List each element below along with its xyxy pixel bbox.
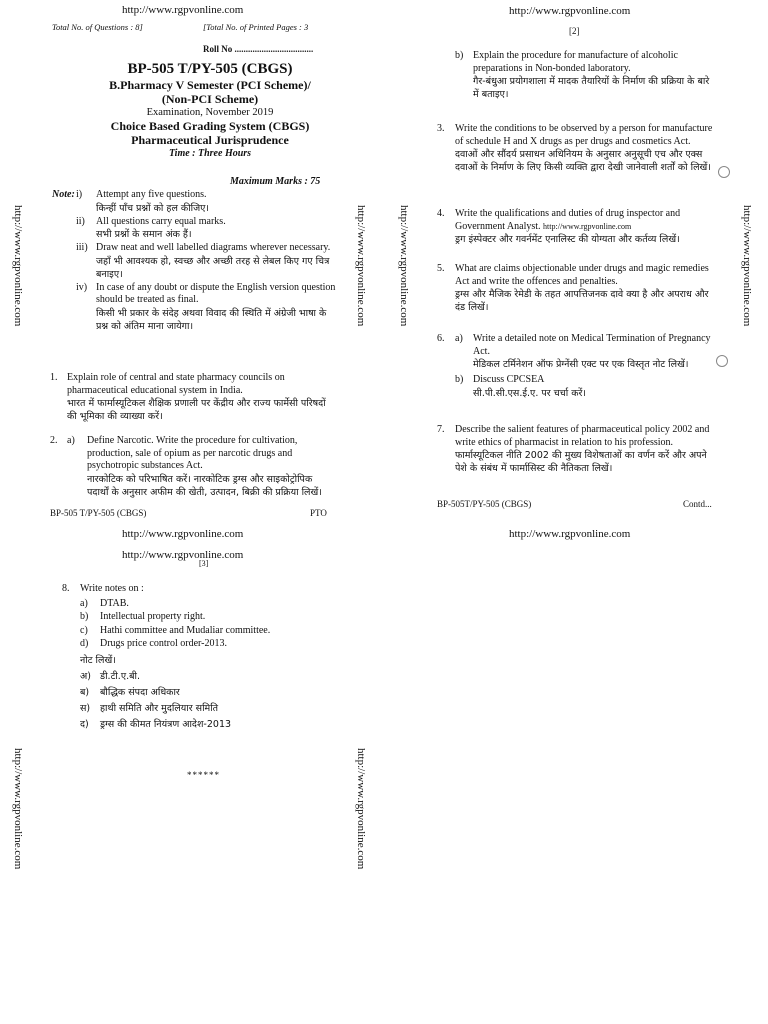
exam-session: Examination, November 2019: [146, 107, 274, 118]
note-item-en: [80, 625, 342, 638]
note-item: [76, 216, 336, 242]
question-number: 5.: [437, 263, 445, 274]
note-item: [76, 189, 336, 215]
item-key: d): [80, 638, 89, 649]
page2-header-url: http://www.rgpvonline.com: [509, 5, 631, 17]
question-number: 2.: [50, 435, 58, 446]
question-3: [437, 123, 717, 174]
question-title-hi: नोट लिखें।: [80, 654, 116, 666]
page1-footer-pto: PTO: [310, 508, 327, 518]
question-2b: [455, 50, 717, 101]
question-en: Discuss CPCSEA: [473, 374, 545, 385]
note-hi: सभी प्रश्नों के समान अंक हैं।: [96, 229, 192, 240]
note-num: iii): [76, 242, 88, 253]
note-en: Draw neat and well labelled diagrams wherever necessary.: [96, 242, 331, 253]
question-hi: मेडिकल टर्मिनेशन ऑफ प्रेग्नेंसी एक्ट पर एक विस्तृत नोट लिखें।: [473, 359, 689, 370]
note-en: All questions carry equal marks.: [96, 215, 226, 227]
roll-no: Roll No ...................................: [203, 44, 314, 54]
note-label: Note:: [52, 189, 75, 200]
question-sub: b): [455, 50, 464, 61]
question-hi: सी.पी.सी.एस.ई.ए. पर चर्चा करें।: [473, 387, 586, 399]
end-mark: ******: [187, 770, 220, 780]
question-en: Write a detailed note on Medical Termination of Pregnancy Act.: [473, 333, 711, 357]
question-number: 8.: [62, 583, 70, 594]
question-sub: b): [455, 374, 464, 385]
note-hi: किन्हीं पाँच प्रश्नों को हल कीजिए।: [96, 202, 210, 214]
question-sub: a): [455, 333, 463, 344]
question-5: [437, 263, 717, 314]
question-1: [50, 372, 335, 423]
question-en: Explain the procedure for manufacture of alcoholic preparations in Non-bonded laboratory.: [473, 50, 678, 74]
question-en: Describe the salient features of pharmaceutical policy 2002 and write ethics of pharmacist in relation to his profession.: [455, 424, 710, 448]
program-scheme: (Non-PCI Scheme): [161, 92, 259, 106]
program: B.Pharmacy V Semester (PCI Scheme)/: [109, 78, 311, 92]
item-value: Hathi committee and Mudaliar committee.: [100, 624, 271, 636]
vertical-watermark: http://www.rgpvonline.com: [741, 205, 753, 327]
time-allowed: Time : Three Hours: [168, 148, 252, 159]
question-en: Write the conditions to be observed by a person for manufacture of schedule H and X drugs as per drugs and cosmetics Act.: [455, 123, 713, 147]
note-hi: किसी भी प्रकार के संदेह अथवा विवाद की स्थिति में अंग्रेजी भाषा के प्रश्न को अंतिम माना जायेगा।: [96, 307, 327, 332]
question-en: Define Narcotic. Write the procedure for cultivation, production, sale of opium as per narcotic drugs and psychotropic substances Act.: [87, 435, 298, 471]
question-number: 3.: [437, 123, 445, 134]
question-hi: गैर-बंधुआ प्रयोगशाला में मादक तैयारियों के निर्माण की प्रक्रिया के बारे में बताइए।: [473, 76, 710, 100]
item-key: a): [80, 597, 88, 609]
question-title: Write notes on :: [80, 583, 144, 594]
note-item-en: [80, 638, 342, 651]
question-6b: [437, 374, 717, 400]
exam-heading: [40, 61, 380, 160]
question-6a: [437, 333, 717, 371]
question-8: [62, 583, 342, 731]
max-marks: Maximum Marks : 75: [230, 176, 321, 187]
note-num: iv): [76, 281, 88, 293]
page3-number: [3]: [199, 559, 209, 568]
item-key: ब): [80, 686, 90, 698]
question-en: [455, 208, 717, 233]
item-value: हाथी समिति और मुदलियार समिति: [100, 702, 219, 714]
note-item-hi: [80, 702, 342, 715]
item-value: डी.टी.ए.बी.: [100, 670, 141, 682]
note-item-hi: [80, 670, 342, 683]
question-sub: a): [67, 435, 75, 446]
question-hi: ड्रग इंस्पेक्टर और गवर्नमेंट एनालिस्ट की योग्यता और कर्तव्य लिखें।: [455, 234, 680, 245]
note-num: ii): [76, 215, 85, 227]
inline-url: http://www.rgpvonline.com: [543, 221, 632, 231]
vertical-watermark: http://www.rgpvonline.com: [398, 205, 410, 327]
note-num: i): [76, 189, 83, 200]
item-value: DTAB.: [100, 597, 129, 609]
question-en: What are claims objectionable under drugs and magic remedies Act and write the offences and penalties.: [455, 263, 709, 287]
question-en-text: Write the qualifications and duties of drug inspector and Government Analyst.: [455, 208, 681, 232]
note-item-hi: [80, 718, 342, 731]
page2-footer-contd: Contd...: [683, 499, 712, 509]
total-pages: [Total No. of Printed Pages : 3: [203, 22, 309, 32]
scan-mark: [718, 166, 730, 178]
note-item-hi: [80, 686, 342, 699]
paper-code: BP-505 T/PY-505 (CBGS): [127, 61, 293, 77]
vertical-watermark: http://www.rgpvonline.com: [12, 748, 24, 870]
page1-header-url: http://www.rgpvonline.com: [122, 4, 244, 16]
vertical-watermark: http://www.rgpvonline.com: [355, 205, 367, 327]
scan-mark: [716, 355, 728, 367]
page1-footer-code: BP-505 T/PY-505 (CBGS): [50, 508, 147, 518]
item-value: Intellectual property right.: [100, 611, 206, 622]
question-number: 4.: [437, 208, 445, 219]
question-7: [437, 424, 717, 475]
note-item-en: [80, 598, 342, 611]
note-item: [76, 282, 336, 333]
page2-footer-url: http://www.rgpvonline.com: [509, 528, 631, 540]
vertical-watermark: http://www.rgpvonline.com: [12, 205, 24, 327]
item-key: स): [80, 702, 91, 714]
item-key: द): [80, 718, 89, 730]
question-number: 1.: [50, 372, 58, 383]
item-value: बौद्धिक संपदा अधिकार: [100, 686, 180, 698]
subject: Pharmaceutical Jurisprudence: [131, 133, 289, 147]
page2-number: [2]: [569, 26, 580, 36]
item-value: ड्रग्स की कीमत नियंत्रण आदेश-2013: [100, 718, 232, 730]
question-number: 6.: [437, 333, 445, 344]
vertical-watermark: http://www.rgpvonline.com: [355, 748, 367, 870]
question-4: [437, 208, 717, 246]
question-hi: भारत में फार्मास्यूटिकल शैक्षिक प्रणाली पर केंद्रीय और राज्य फार्मेसी परिषदों की भूमिका की व्याख्या करें।: [67, 398, 326, 422]
note-item: [76, 242, 336, 281]
question-2a: [50, 435, 335, 499]
note-en: Attempt any five questions.: [96, 189, 207, 200]
question-6: [437, 333, 717, 400]
item-value: Drugs price control order-2013.: [100, 638, 227, 649]
question-number: 7.: [437, 424, 445, 435]
question-hi: नारकोटिक को परिभाषित करें। नारकोटिक ड्रग्स और साइकोट्रोपिक पदार्थों के अनुसार अफीम की खेती, उत्पादन, बिक्री की प्रक्रिया लिखें।: [87, 473, 322, 498]
question-en: Explain role of central and state pharmacy councils on pharmaceutical educational system in India.: [67, 372, 285, 396]
page1-footer-url: http://www.rgpvonline.com: [122, 528, 244, 540]
grading-system: Choice Based Grading System (CBGS): [110, 119, 310, 133]
total-questions: Total No. of Questions : 8]: [52, 22, 143, 32]
note-en: In case of any doubt or dispute the English version question should be treated as final.: [96, 281, 336, 305]
question-hi: ड्रग्स और मैजिक रेमेडी के तहत आपत्तिजनक दावे क्या है और अपराध और दंड लिखें।: [455, 289, 709, 313]
note-item-en: [80, 611, 342, 624]
question-hi: दवाओं और सौंदर्य प्रसाधन अधिनियम के अनुसार अनुसूची एच और एक्स दवाओं के निर्माण के लिए किसी व्यक्ति द्वारा देखी जानेवाली शर्तों को लिखें।: [455, 149, 711, 173]
item-key: b): [80, 611, 89, 622]
question-hi: फार्मास्यूटिकल नीति 2002 की मुख्य विशेषताओं का वर्णन करें और अपने पेशे के संबंध में फार्मासिस्ट की नैतिकता लिखें।: [455, 450, 707, 474]
item-key: c): [80, 624, 88, 636]
note-hi: जहाँ भी आवश्यक हो, स्वच्छ और अच्छी तरह से लेबल किए गए चित्र बनाइए।: [96, 255, 330, 280]
page2-footer-code: BP-505T/PY-505 (CBGS): [437, 499, 532, 509]
item-key: अ): [80, 670, 91, 682]
page3-header-url: http://www.rgpvonline.com: [122, 549, 244, 561]
notes-list: [76, 189, 336, 333]
